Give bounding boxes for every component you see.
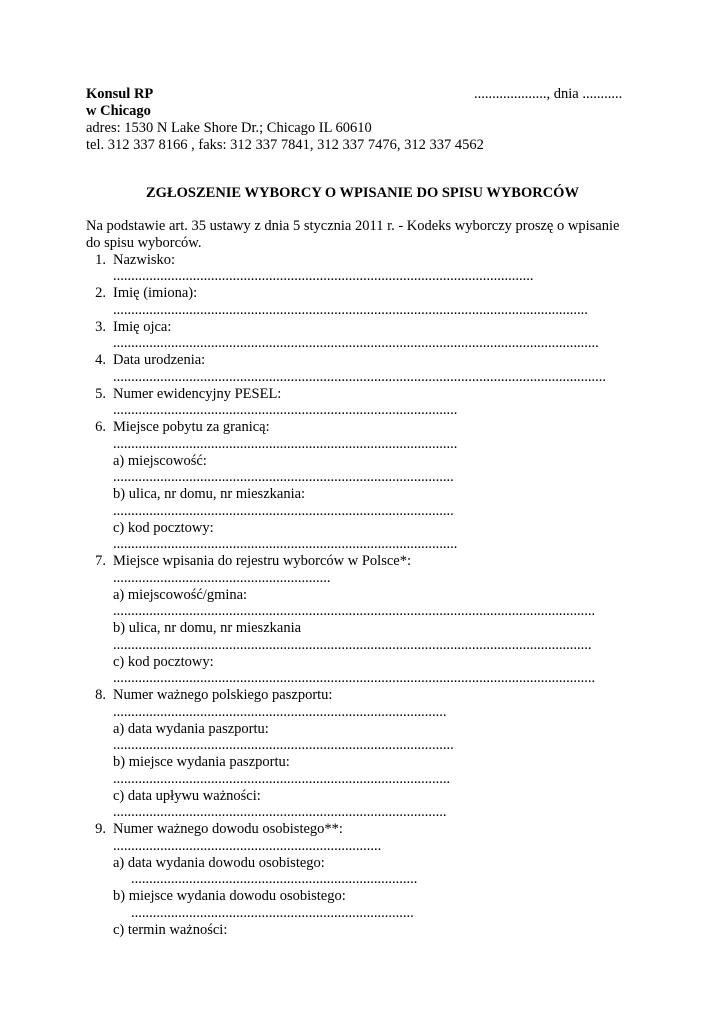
item-number: 2. — [95, 285, 106, 301]
subitem-label: c) termin ważności: — [113, 922, 228, 938]
subitem-label: c) kod pocztowy: — [113, 654, 214, 670]
consul-city: w Chicago — [86, 103, 151, 119]
item-number: 7. — [95, 553, 106, 569]
subitem-fill-line: ............................................................................................ — [113, 804, 447, 820]
item-number: 6. — [95, 419, 106, 435]
item-number: 1. — [95, 252, 106, 268]
subitem-label: b) ulica, nr domu, nr mieszkania: — [113, 486, 306, 502]
item-number: 4. — [95, 352, 106, 368]
document-title: ZGŁOSZENIE WYBORCY O WPISANIE DO SPISU WYBORCÓW — [146, 185, 579, 201]
subitem-fill-line: .............................................................................. — [131, 905, 414, 921]
item-label-miejsce-pobytu: Miejsce pobytu za granicą: — [113, 419, 270, 435]
subitem-label: b) ulica, nr domu, nr mieszkania — [113, 620, 302, 636]
subitem-label: a) data wydania paszportu: — [113, 721, 269, 737]
subitem-label: b) miejsce wydania dowodu osobistego: — [113, 888, 346, 904]
subitem-label: a) data wydania dowodu osobistego: — [113, 855, 325, 871]
subitem-fill-line: ............................................................................... — [131, 871, 418, 887]
item-number: 8. — [95, 687, 106, 703]
subitem-fill-line: .............................................................................................. — [113, 737, 454, 753]
subitem-fill-line: .................................................................................................................................... — [113, 637, 592, 653]
subitem-fill-line: .............................................................................................. — [113, 469, 454, 485]
consul-phone: tel. 312 337 8166 , faks: 312 337 7841, 312 337 7476, 312 337 4562 — [86, 137, 484, 153]
item-fill-line: ............................................................................................... — [113, 402, 458, 418]
subitem-fill-line: .............................................................................................. — [113, 503, 454, 519]
subitem-fill-line: ..................................................................................................................................... — [113, 603, 596, 619]
item-fill-line: ................................................................................................................................... — [113, 302, 588, 318]
item-label-imie: Imię (imiona): — [113, 285, 198, 301]
item-number: 9. — [95, 821, 106, 837]
item-fill-line: .......................................................................... — [113, 838, 382, 854]
item-fill-line: .................................................................................................................... — [113, 268, 534, 284]
subitem-label: a) miejscowość/gmina: — [113, 587, 248, 603]
subitem-label: b) miejsce wydania paszportu: — [113, 754, 290, 770]
item-label-dowod: Numer ważnego dowodu osobistego**: — [113, 821, 343, 837]
consul-address: adres: 1530 N Lake Shore Dr.; Chicago IL 60610 — [86, 120, 372, 136]
date-field: ...................., dnia ........... — [474, 86, 623, 102]
item-number: 5. — [95, 386, 106, 402]
item-label-imie-ojca: Imię ojca: — [113, 319, 172, 335]
item-fill-line: ........................................................................................................................................ — [113, 369, 606, 385]
item-fill-line: ............................................................................................ — [113, 704, 447, 720]
item-label-pesel: Numer ewidencyjny PESEL: — [113, 386, 282, 402]
item-fill-line: ............................................................ — [113, 570, 331, 586]
consul-title: Konsul RP — [86, 86, 154, 102]
subitem-label: c) kod pocztowy: — [113, 520, 214, 536]
intro-line-2: do spisu wyborców. — [86, 235, 202, 251]
subitem-fill-line: ............................................................................................... — [113, 536, 458, 552]
item-label-nazwisko: Nazwisko: — [113, 252, 176, 268]
item-fill-line: ...................................................................................................................................... — [113, 335, 599, 351]
item-fill-line: ............................................................................................... — [113, 436, 458, 452]
item-label-data-urodzenia: Data urodzenia: — [113, 352, 206, 368]
item-label-paszport: Numer ważnego polskiego paszportu: — [113, 687, 333, 703]
item-number: 3. — [95, 319, 106, 335]
item-label-rejestr: Miejsce wpisania do rejestru wyborców w Polsce*: — [113, 553, 411, 569]
intro-line-1: Na podstawie art. 35 ustawy z dnia 5 stycznia 2011 r. - Kodeks wyborczy proszę o wpisanie — [86, 218, 620, 234]
subitem-fill-line: ............................................................................................. — [113, 771, 451, 787]
subitem-fill-line: ..................................................................................................................................... — [113, 670, 596, 686]
subitem-label: c) data upływu ważności: — [113, 788, 261, 804]
subitem-label: a) miejscowość: — [113, 453, 207, 469]
